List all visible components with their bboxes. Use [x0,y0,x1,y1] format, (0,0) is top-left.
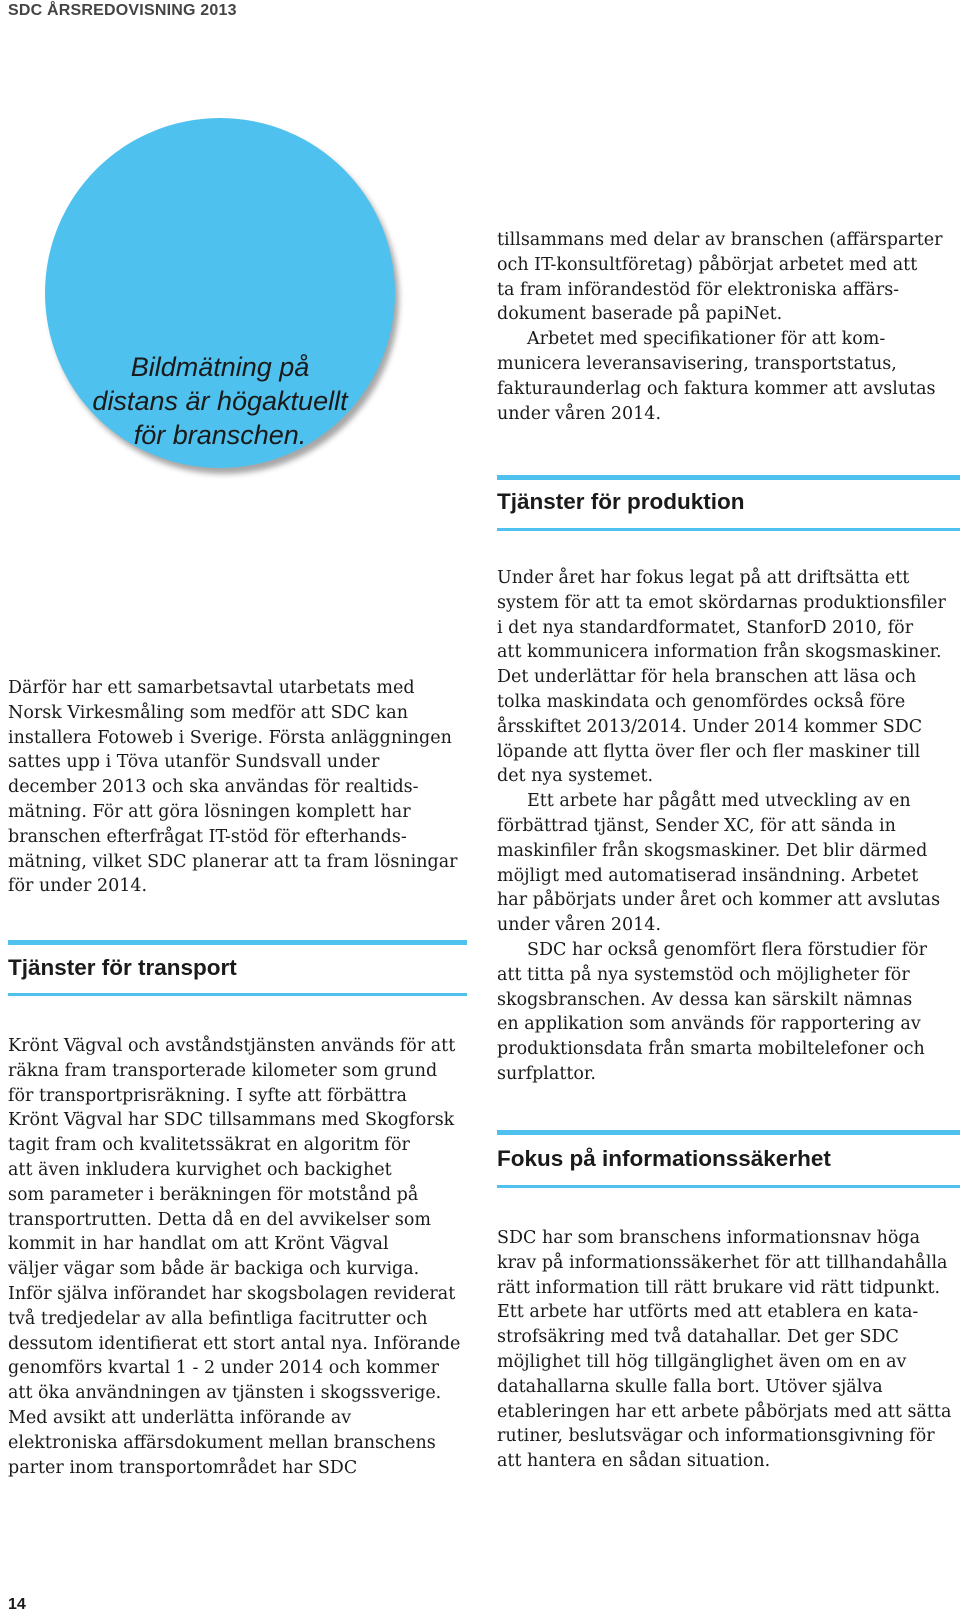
text-line: surfplattor. [497,1063,596,1084]
text-line: elektroniska affärsdokument mellan branschens [8,1432,436,1453]
section-rule-top [497,1130,960,1135]
callout-line: distans är högaktuellt [92,386,348,416]
text-line: Därför har ett samarbetsavtal utarbetats med [8,678,415,698]
section-heading-produktion: Tjänster för produktion [497,489,745,514]
text-line: och IT-konsultföretag) påbörjat arbetet med att [497,254,918,275]
text-line: som parameter i beräkningen för motstånd på [8,1184,419,1205]
text-line: kommit in har handlat om att Krönt Vägval [8,1234,389,1255]
produktion-text [497,566,957,1087]
text-line: under våren 2014. [497,403,662,424]
text-line: väljer vägar som både är backiga och kurviga. [8,1259,420,1280]
text-line: mätning. För att göra lösningen komplett har [8,801,411,822]
text-line: strofsäkring med två datahallar. Det ger SDC [497,1327,899,1348]
text-line: ta fram införandestöd för elektroniska affärs- [497,279,900,300]
text-line: system för att ta emot skördarnas produktionsfiler [497,592,946,613]
page-number: 14 [8,1596,26,1613]
text-line: Arbetet med specifikationer för att kom- [527,329,886,350]
text-line: SDC har som branschens informationsnav höga [497,1228,921,1248]
text-line: räkna fram transporterade kilometer som grund [8,1060,438,1081]
text-line: parter inom transportområdet har SDC [8,1457,358,1478]
text-line: i det nya standardformatet, StanforD 2010, för [497,617,914,638]
text-line: tillsammans med delar av branschen (affärsparter [497,230,943,250]
text-line: för transportprisräkning. I syfte att förbättra [8,1085,407,1106]
text-line: Krönt Vägval har SDC tillsammans med Skogforsk [8,1110,455,1131]
text-line: att titta på nya systemstöd och möjligheter för [497,964,910,985]
section-heading-transport: Tjänster för transport [8,955,237,980]
text-line: municera leveransavisering, transportstatus, [497,353,897,374]
sakerhet-text [497,1226,957,1474]
text-line: möjlighet till hög tillgänglighet även om en av [497,1351,907,1372]
text-line: Inför själva införandet har skogsbolagen reviderat [8,1283,456,1304]
section-rule-bottom [8,993,467,996]
text-line: transportrutten. Detta då en del avvikelser som [8,1209,431,1230]
section-rule-bottom [497,528,960,531]
callout-line: Bildmätning på [130,352,310,382]
text-line: under våren 2014. [497,915,662,936]
text-line: dessutom identifierat ett stort antal nya. Införande [8,1333,461,1354]
text-line: Under året har fokus legat på att driftsätta ett [497,568,910,588]
text-line: genomförs kvartal 1 - 2 under 2014 och kommer [8,1358,440,1379]
text-line: sattes upp i Töva utanför Sundsvall under [8,752,380,773]
text-line: krav på informationssäkerhet för att tillhandahålla [497,1252,948,1273]
text-line: SDC har också genomfört flera förstudier för [527,939,927,960]
text-line: löpande att flytta över fler och fler maskiner till [497,741,921,762]
transport-text [8,1034,468,1480]
text-line: det nya systemet. [497,766,654,787]
text-line: att hantera en sådan situation. [497,1451,771,1472]
left-mid-text [8,676,468,899]
text-line: tolka maskindata och genomfördes också före [497,691,906,712]
text-line: att även inkludera kurvighet och backighet [8,1159,392,1180]
text-line: branschen efterfrågat IT-stöd för efterhands- [8,826,407,847]
text-line: rutiner, beslutsvägar och informationsgivning för [497,1426,935,1447]
text-line: Ett arbete har pågått med utveckling av en [527,791,911,812]
text-line: produktionsdata från smarta mobiltelefoner och [497,1039,925,1060]
text-line: rätt information till rätt brukare vid rätt tidpunkt. [497,1277,941,1298]
text-line: Krönt Vägval och avståndstjänsten används för att [8,1036,456,1056]
text-line: tagit fram och kvalitetssäkrat en algoritm för [8,1135,410,1156]
section-heading-sakerhet: Fokus på informationssäkerhet [497,1146,831,1171]
text-line: årsskiftet 2013/2014. Under 2014 kommer SDC [497,716,923,737]
text-line: installera Fotoweb i Sverige. Första anläggningen [8,727,452,748]
text-line: december 2013 och ska användas för realtids- [8,777,419,798]
callout-line: för branschen. [133,420,307,450]
report-header: SDC ÅRSREDOVISNING 2013 [8,2,237,19]
text-line: två tredjedelar av alla befintliga facitrutter och [8,1308,428,1329]
text-line: Ett arbete har utförts med att etablera en kata- [497,1302,919,1323]
text-line: att kommunicera information från skogsmaskiner. [497,642,942,663]
section-rule-top [497,475,960,480]
text-line: Det underlättar för hela branschen att läsa och [497,667,917,688]
text-line: maskinfiler från skogsmaskiner. Det blir därmed [497,840,928,861]
callout-text [65,350,375,452]
text-line: för under 2014. [8,876,148,897]
right-top-text [497,228,957,426]
text-line: mätning, vilket SDC planerar att ta fram lösningar [8,851,458,872]
section-rule-bottom [497,1185,960,1188]
text-line: fakturaunderlag och faktura kommer att avslutas [497,378,936,399]
text-line: en applikation som används för rapportering av [497,1014,921,1035]
text-line: har påbörjats under året och kommer att avslutas [497,890,941,911]
text-line: etableringen har ett arbete påbörjats med att sätta [497,1401,952,1422]
text-line: datahallarna skulle falla bort. Utöver själva [497,1376,883,1397]
section-rule-top [8,940,467,945]
text-line: Norsk Virkesmåling som medför att SDC kan [8,702,408,723]
text-line: förbättrad tjänst, Sender XC, för att sända in [497,815,896,836]
text-line: skogsbranschen. Av dessa kan särskilt nämnas [497,989,913,1010]
text-line: att öka användningen av tjänsten i skogssverige. [8,1383,442,1404]
text-line: Med avsikt att underlätta införande av [8,1407,352,1428]
text-line: dokument baserade på papiNet. [497,304,783,325]
text-line: möjligt med automatiserad insändning. Arbetet [497,865,919,886]
